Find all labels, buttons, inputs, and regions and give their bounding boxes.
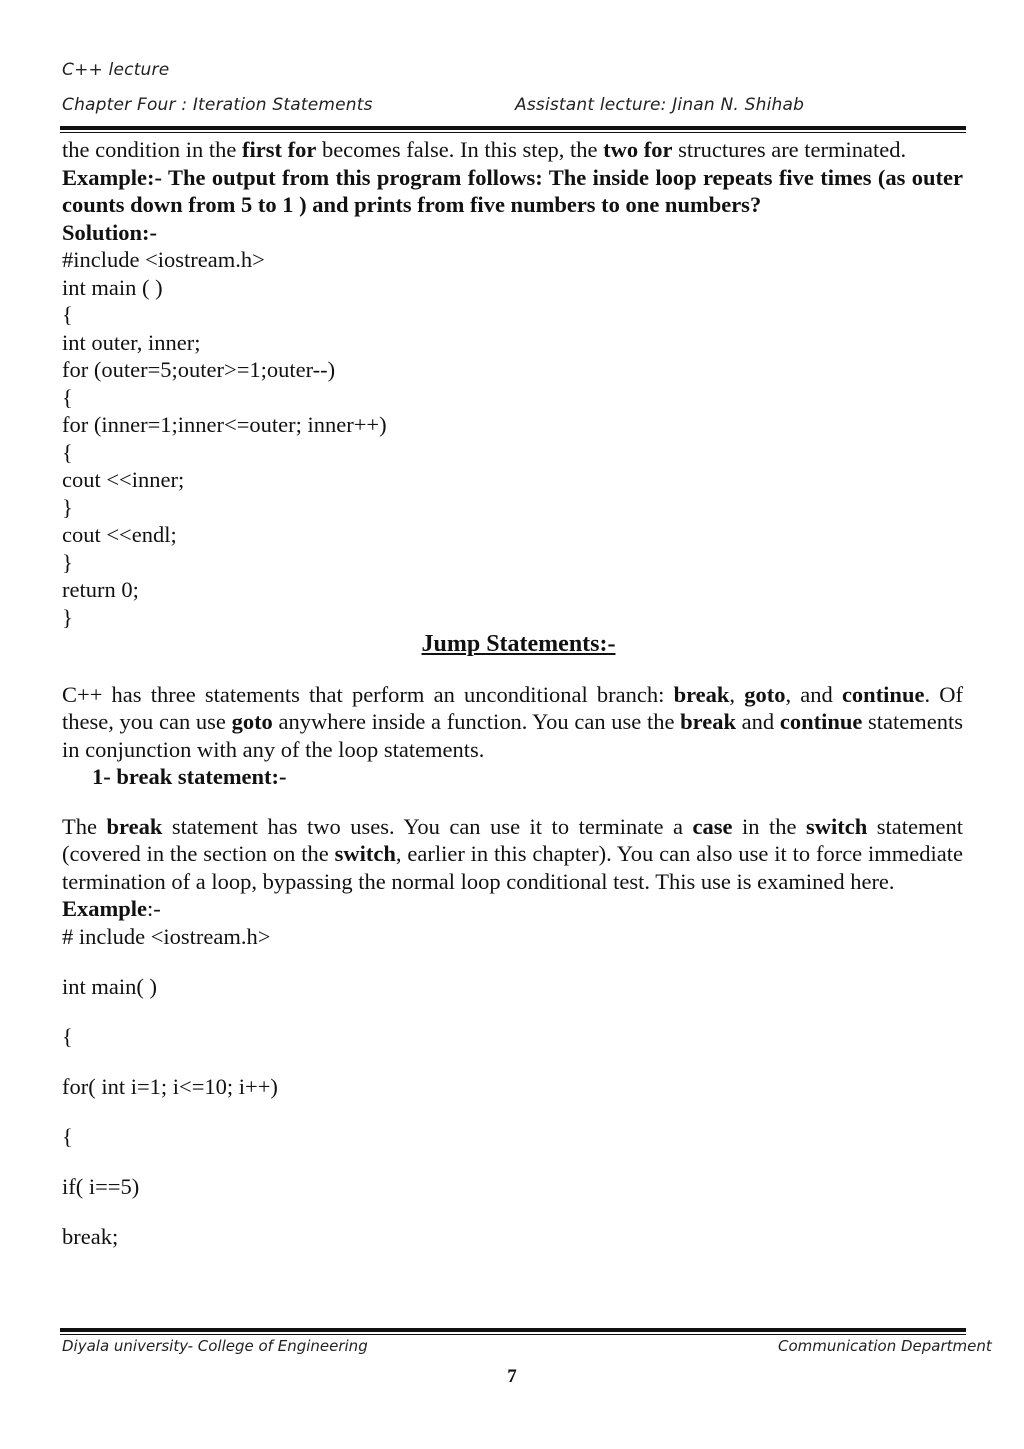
footer-rule-thick xyxy=(60,1328,966,1332)
code-line: int outer, inner; xyxy=(62,329,201,355)
code-line: { xyxy=(62,302,73,327)
jump-intro-paragraph: C++ has three statements that perform an unconditional branch: break, goto, and continue. Of these, you can use goto anywhere inside a function. You can use the break and continue statements in conjunction with any of the loop statements. xyxy=(62,681,964,762)
footer-department: Communication Department xyxy=(778,1337,992,1355)
header-rule-thin xyxy=(60,132,966,133)
code-line: #include <iostream.h> xyxy=(62,247,265,272)
lecturer-name: Assistant lecture: Jinan N. Shihab xyxy=(515,95,805,115)
example2-code-block xyxy=(62,923,963,1251)
code-line: } xyxy=(62,549,73,575)
course-title: C++ lecture xyxy=(62,60,170,80)
example1-heading: Example:- The output from this program follows: The inside loop repeats five times (as outer counts down from 5 to 1 ) and prints from five numbers to one numbers? xyxy=(62,164,963,217)
code-line: { xyxy=(62,1023,73,1049)
header-rule-thick xyxy=(60,126,966,130)
code-line: break; xyxy=(62,1223,119,1249)
code-line: int main ( ) xyxy=(62,274,163,300)
code-line: int main( ) xyxy=(62,973,157,999)
break-paragraph: The break statement has two uses. You can use it to terminate a case in the switch statement (covered in the section on the switch, earlier in this chapter). You can also use it to force immediate termination of a loop, bypassing the normal loop conditional test. This use is examined here. xyxy=(62,813,964,894)
code-line: for (outer=5;outer>=1;outer--) xyxy=(62,357,336,382)
code-line: { xyxy=(62,384,73,410)
code-line: cout <<inner; xyxy=(62,467,185,492)
page-content xyxy=(62,136,963,1273)
example2-label: Example:- xyxy=(62,896,161,921)
code-line: { xyxy=(62,1123,73,1149)
footer-rule-thin xyxy=(60,1334,966,1335)
code-line: cout <<endl; xyxy=(62,522,177,547)
example1-code-block xyxy=(62,246,963,631)
chapter-title: Chapter Four : Iteration Statements xyxy=(62,95,373,115)
code-line: if( i==5) xyxy=(62,1173,140,1199)
code-line: for (inner=1;inner<=outer; inner++) xyxy=(62,412,387,437)
code-line: } xyxy=(62,494,73,520)
code-line: for( int i=1; i<=10; i++) xyxy=(62,1073,278,1099)
break-statement-heading: 1- break statement:- xyxy=(92,764,287,789)
code-line: { xyxy=(62,439,73,465)
page-number: 7 xyxy=(507,1366,517,1387)
solution-label: Solution:- xyxy=(62,219,158,245)
code-line: return 0; xyxy=(62,577,139,602)
intro-paragraph: the condition in the first for becomes false. In this step, the two for structures are terminated. xyxy=(62,137,907,162)
code-line: } xyxy=(62,604,73,630)
footer-university: Diyala university- College of Engineering xyxy=(62,1337,368,1355)
jump-statements-heading: Jump Statements:- xyxy=(421,631,616,657)
code-line: # include <iostream.h> xyxy=(62,923,271,949)
